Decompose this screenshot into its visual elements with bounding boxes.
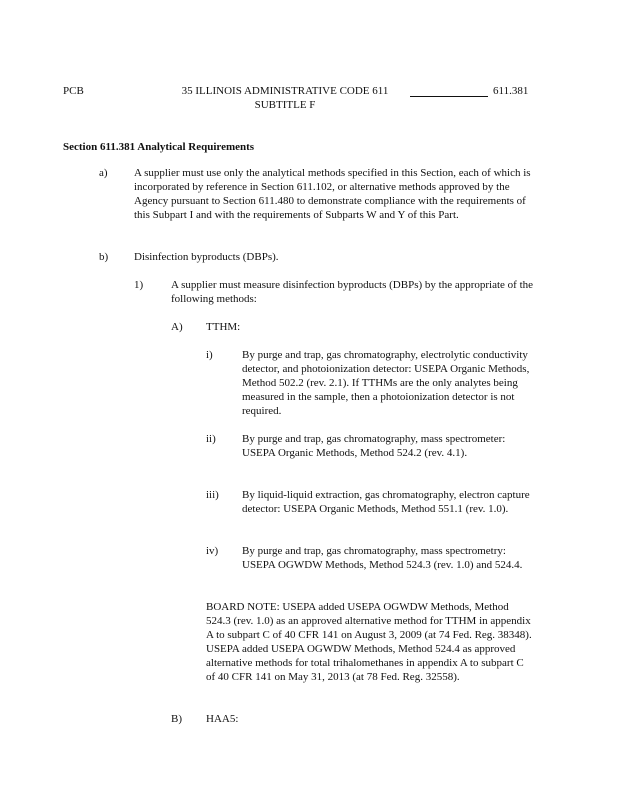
item-A-text: TTHM: bbox=[206, 321, 241, 333]
item-ii-text: By purge and trap, gas chromatography, mass spectrometer: USEPA Organic Methods, Method 524.2 (rev. 4.1). bbox=[242, 433, 506, 459]
item-b-label: b) bbox=[99, 251, 109, 263]
item-B-label: B) bbox=[171, 713, 182, 725]
item-i-label: i) bbox=[206, 349, 213, 361]
item-b1-text: A supplier must measure disinfection byproducts (DBPs) by the appropriate of the following methods: bbox=[171, 279, 534, 305]
item-ii-label: ii) bbox=[206, 433, 216, 445]
header-code-title bbox=[165, 84, 405, 112]
section-title: Section 611.381 Analytical Requirements bbox=[63, 141, 255, 153]
item-iv-text: By purge and trap, gas chromatography, mass spectrometry: USEPA OGWDW Methods, Method 524.3 (rev. 1.0) and 524.4. bbox=[242, 545, 523, 571]
item-a-label: a) bbox=[99, 167, 108, 179]
item-B-text: HAA5: bbox=[206, 713, 239, 725]
board-note: BOARD NOTE: USEPA added USEPA OGWDW Methods, Method 524.3 (rev. 1.0) as an approved alternative method for TTHM in appendix A to subpart C of 40 CFR 141 on August 3, 2009 (at 74 Fed. Reg. 38348). USEPA added USEPA OGWDW Methods, Method 524.4 as approved alternative methods for total trihalomethanes in appendix A to subpart C of 40 CFR 141 on May 31, 2013 (at 78 Fed. Reg. 32558). bbox=[206, 601, 532, 683]
item-i-text: By purge and trap, gas chromatography, electrolytic conductivity detector, and photoionization detector: USEPA Organic Methods, Method 502.2 (rev. 2.1). If TTHMs are the only analytes being measured in the sample, then a photoionization detector is not required. bbox=[242, 349, 530, 417]
item-A-label: A) bbox=[171, 321, 183, 333]
item-b-text: Disinfection byproducts (DBPs). bbox=[134, 251, 279, 263]
item-iii-text: By liquid-liquid extraction, gas chromatography, electron capture detector: USEPA Organic Methods, Method 551.1 (rev. 1.0). bbox=[242, 489, 530, 515]
header-section-number: 611.381 bbox=[493, 85, 529, 97]
item-iv-label: iv) bbox=[206, 545, 219, 557]
header-agency: PCB bbox=[63, 85, 84, 97]
item-b1-label: 1) bbox=[134, 279, 144, 291]
header-code-line2: SUBTITLE F bbox=[254, 99, 316, 111]
item-iii-label: iii) bbox=[206, 489, 219, 501]
header-code-line1: 35 ILLINOIS ADMINISTRATIVE CODE 611 bbox=[181, 85, 389, 97]
header-rule bbox=[410, 96, 488, 97]
item-a-text: A supplier must use only the analytical methods specified in this Section, each of which is incorporated by reference in Section 611.102, or alternative methods approved by the Agency pursuant to Section 611.480 to demonstrate compliance with the requirements of this Subpart I and with the requirements of Subparts W and Y of this Part. bbox=[134, 167, 531, 221]
